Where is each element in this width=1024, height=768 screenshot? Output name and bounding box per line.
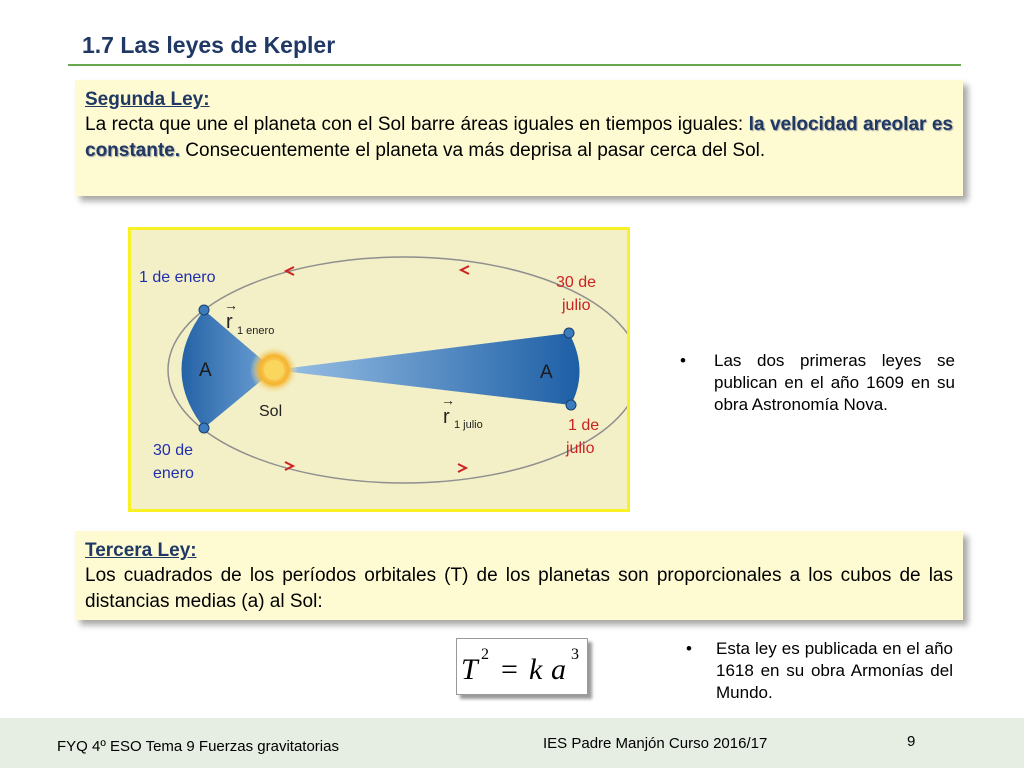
bullet-item-2	[686, 638, 953, 708]
label-area-left: A	[199, 360, 212, 381]
third-law-text: Los cuadrados de los períodos orbitales (T) de los planetas son proporcionales a los cubos de las distancias medias (a) al Sol:	[85, 565, 953, 612]
planet-jan30	[199, 423, 209, 433]
bullet-text-1: Las dos primeras leyes se publican en el año 1609 en su obra Astronomía Nova.	[714, 351, 955, 414]
eq-equals: =	[501, 653, 518, 686]
label-area-right: A	[540, 362, 553, 383]
footer-school: IES Padre Manjón Curso 2016/17	[543, 735, 768, 752]
area-wedge-right	[274, 333, 580, 405]
second-law-box	[75, 80, 963, 196]
direction-arrow-bottom-right	[458, 464, 466, 472]
sun-core	[264, 360, 284, 380]
title-divider	[68, 64, 961, 66]
bullet-dot-2: •	[686, 639, 692, 658]
orbit-svg	[131, 230, 627, 509]
bullet-item-1	[680, 350, 955, 420]
label-jan30-line2: enero	[153, 465, 194, 482]
label-sun: Sol	[259, 403, 283, 420]
label-jul30-line1: 30 de	[556, 274, 597, 291]
second-law-text	[85, 112, 953, 164]
bullet-dot-1: •	[680, 351, 686, 370]
second-law-text-part2: Consecuentemente el planeta va más deprisa al pasar cerca del Sol.	[180, 140, 766, 161]
planet-jan1	[199, 305, 209, 315]
direction-arrow-top-right	[461, 266, 469, 274]
label-jul1-line1: 1 de	[568, 417, 600, 434]
label-jul30-line2: julio	[562, 297, 591, 314]
third-law-box	[75, 531, 963, 620]
label-jan30-line1: 30 de	[153, 442, 194, 459]
footer-course: FYQ 4º ESO Tema 9 Fuerzas gravitatorias	[57, 738, 339, 755]
second-law-highlight: la velocidad areolar es constante.	[85, 114, 953, 161]
third-law-heading: Tercera Ley:	[85, 540, 197, 561]
eq-k: k	[529, 653, 543, 686]
page-number: 9	[907, 733, 916, 750]
planet-jul30	[564, 328, 574, 338]
third-law-equation	[456, 638, 588, 695]
sub-r1-julio: 1 julio	[454, 419, 483, 431]
equation-svg	[457, 639, 587, 694]
kepler-orbit-diagram	[128, 227, 630, 512]
second-law-heading: Segunda Ley:	[85, 89, 210, 110]
sub-r1-enero: 1 enero	[237, 325, 275, 337]
eq-a: a	[551, 653, 566, 686]
second-law-text-part1: La recta que une el planeta con el Sol barre áreas iguales en tiempos iguales:	[85, 114, 749, 135]
eq-T: T	[461, 653, 478, 686]
vector-r1-julio: r	[443, 406, 450, 428]
eq-exp3: 3	[571, 646, 579, 663]
vector-r1-enero: r	[226, 311, 233, 333]
slide-title: 1.7 Las leyes de Kepler	[82, 32, 336, 58]
eq-exp2: 2	[481, 646, 489, 663]
vector-arrow-r1-julio: →	[441, 392, 455, 408]
label-jan1: 1 de enero	[139, 269, 216, 286]
vector-arrow-r1-enero: →	[224, 297, 238, 313]
planet-jul1	[566, 400, 576, 410]
bullet-text-2: Esta ley es publicada en el año 1618 en su obra Armonías del Mundo.	[716, 639, 953, 702]
label-jul1-line2: julio	[566, 440, 595, 457]
